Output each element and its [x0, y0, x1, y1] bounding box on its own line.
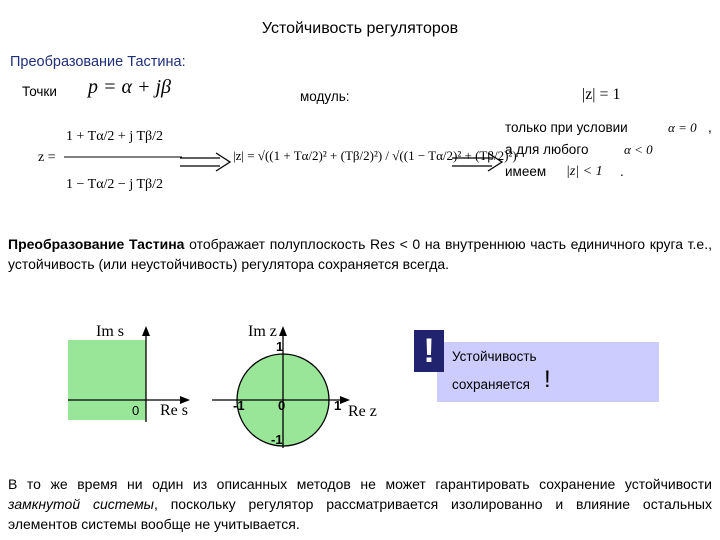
z-formula-numerator: 1 + Tα/2 + j Tβ/2 [66, 129, 164, 144]
modulus-formula-text: |z| = √((1 + Tα/2)² + (Tβ/2)²) / √((1 − Tα/2)² + (Tβ/2)²) [233, 148, 517, 163]
paragraph-tustin-text-a: отображает полуплоскость Re [184, 236, 388, 252]
paragraph-closed-loop-italic: замкнутой системы [8, 496, 154, 512]
s-plane-re-label: Re s [160, 402, 188, 419]
points-label: Точки [22, 84, 57, 99]
points-formula: p = α + jβ [88, 76, 172, 98]
condition-result: |z| < 1 [566, 164, 603, 179]
s-plane-im-label: Im s [96, 323, 124, 340]
z-plane-tick-neg-x: -1 [233, 398, 245, 413]
z-formula [36, 118, 186, 213]
paragraph-closed-loop-text-b: , поскольку регулятор рассматривается изолированно и влияние остальных элементов системы вообще не учитывается. [8, 496, 712, 532]
page-title: Устойчивость регуляторов [261, 20, 459, 37]
condition-period: . [620, 164, 624, 179]
z-plane-diagram [220, 318, 400, 450]
modulus-label: модуль: [300, 89, 350, 104]
paragraph-tustin-text-b: < 0 на внутреннюю часть единичного круга т.е., устойчивость (или неустойчивость) регулятора сохраняется всегда. [8, 236, 712, 272]
z-plane-re-label: Re z [348, 403, 377, 420]
s-plane-diagram [60, 318, 210, 428]
implies-arrow-1 [180, 152, 232, 172]
condition-alpha-negative: α < 0 [624, 142, 653, 157]
paragraph-tustin-bold: Преобразование Тастина [8, 236, 185, 252]
paragraph-closed-loop [8, 474, 712, 534]
implies-arrow-2 [452, 152, 504, 172]
s-plane-origin-label: 0 [132, 403, 140, 418]
condition-line-2: а для любого [505, 142, 589, 157]
paragraph-closed-loop-text-a: В то же время ни один из описанных методов не может гарантировать сохранение устойчивости [8, 476, 712, 492]
z-plane-origin-label: 0 [278, 398, 286, 413]
condition-comma: , [708, 120, 712, 135]
z-plane-tick-neg-y: -1 [271, 432, 283, 447]
exclamation-icon: ! [414, 330, 444, 372]
unit-circle-formula: |z| = 1 [582, 86, 621, 103]
z-plane-tick-pos-y: 1 [276, 339, 284, 354]
z-formula-lhs: z = [38, 150, 56, 165]
note-line-1: Устойчивость [452, 349, 537, 364]
note-exclamation-mark: ! [544, 366, 551, 393]
paragraph-tustin [8, 234, 712, 274]
z-plane-tick-pos-x: 1 [334, 398, 342, 413]
z-plane-im-label: Im z [248, 323, 277, 340]
note-line-2: сохраняется [452, 377, 530, 392]
arrowhead-up [279, 326, 287, 336]
section-heading: Преобразование Тастина: [10, 54, 186, 70]
condition-line-1: только при условии [505, 120, 628, 135]
condition-alpha-zero: α = 0 [668, 120, 697, 135]
paragraph-tustin-s: s [387, 236, 395, 252]
modulus-formula [233, 112, 517, 216]
z-formula-denominator: 1 − Tα/2 − j Tβ/2 [66, 177, 164, 192]
condition-line-3: имеем [505, 164, 547, 179]
arrowhead-up [142, 326, 150, 336]
